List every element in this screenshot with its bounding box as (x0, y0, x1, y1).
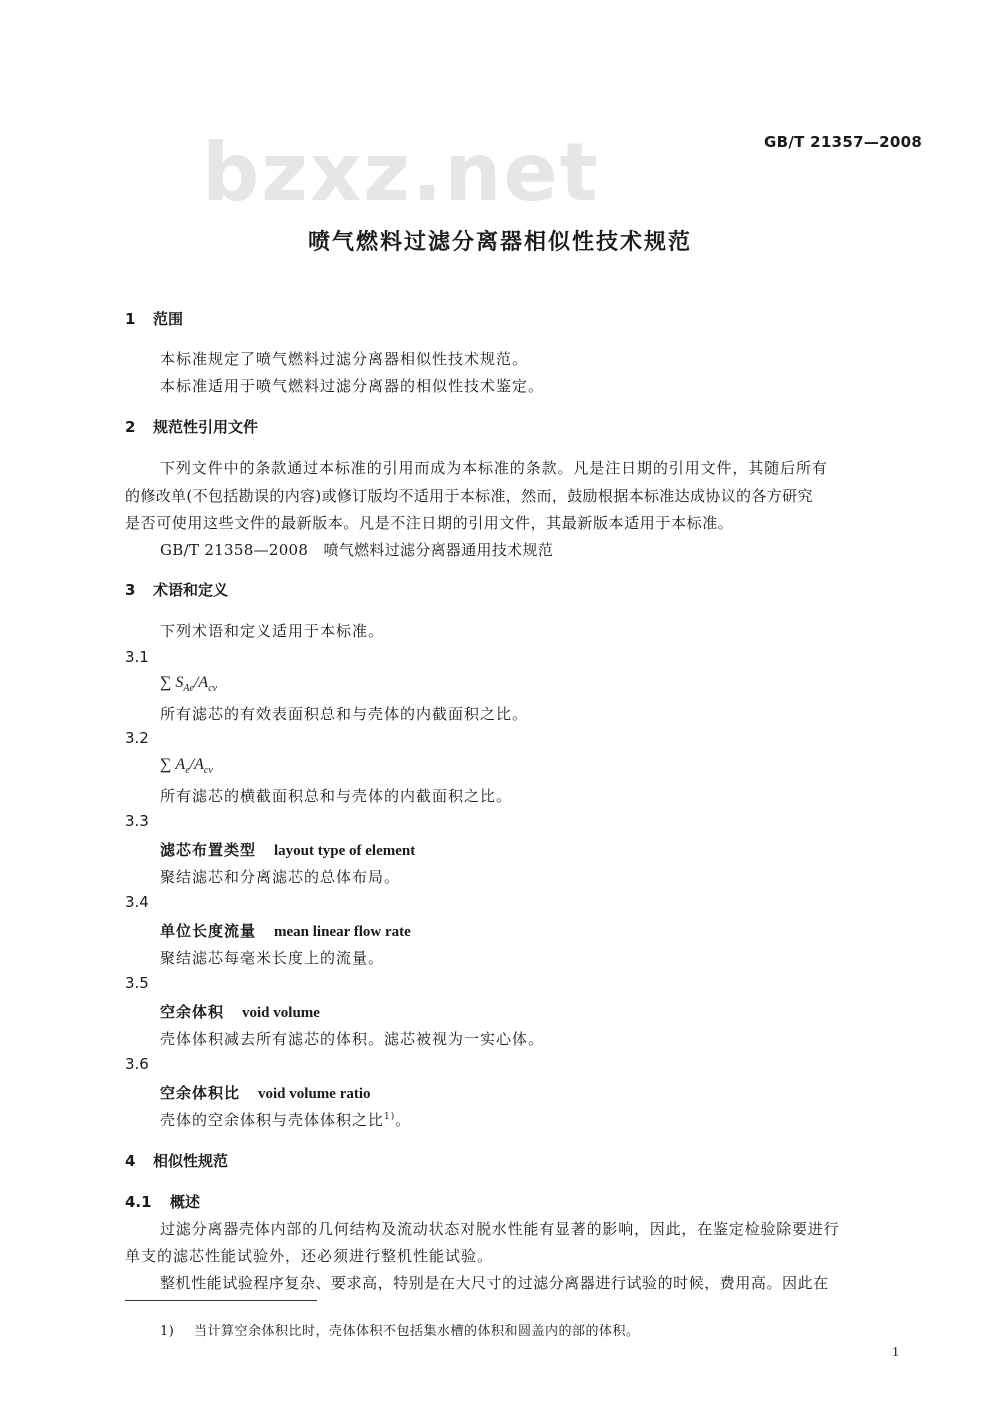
footnote-divider (125, 1300, 317, 1301)
term-definition: 聚结滤芯和分离滤芯的总体布局。 (160, 868, 401, 886)
paragraph-line: 单支的滤芯性能试验外，还必须进行整机性能试验。 (125, 1247, 494, 1265)
subsection-title: 概述 (170, 1193, 201, 1211)
paragraph-line: 的修改单(不包括勘误的内容)或修订版均不适用于本标准，然而，鼓励根据本标准达成协议的各方研究 (125, 487, 813, 505)
section-1-heading (125, 308, 183, 329)
section-3-heading (125, 579, 228, 600)
section-number: 2 (125, 418, 136, 436)
paragraph: 本标准适用于喷气燃料过滤分离器的相似性技术鉴定。 (160, 377, 545, 395)
section-4-heading (125, 1150, 228, 1171)
term-number: 3.5 (125, 974, 149, 992)
footnote-marker: 1) (384, 1112, 396, 1122)
footnote-number: 1) (160, 1324, 175, 1339)
term-number: 3.1 (125, 648, 149, 666)
sum-symbol: ∑ (160, 756, 172, 773)
watermark: bzxz.net (202, 126, 600, 219)
normative-reference: GB/T 21358—2008 喷气燃料过滤分离器通用技术规范 (160, 541, 554, 559)
section-title: 规范性引用文件 (153, 418, 259, 436)
section-title: 相似性规范 (153, 1152, 229, 1170)
paragraph-line: 下列文件中的条款通过本标准的引用而成为本标准的条款。凡是注日期的引用文件，其随后所有 (160, 459, 828, 477)
section-title: 术语和定义 (153, 581, 229, 599)
term-definition: 壳体体积减去所有滤芯的体积。滤芯被视为一实心体。 (160, 1030, 545, 1048)
section-2-heading (125, 416, 258, 437)
term-name: 空余体积 void volume (160, 1003, 320, 1021)
term-formula: ∑ $S_{Ae}/A_{cv}$ (160, 674, 218, 695)
paragraph: 下列术语和定义适用于本标准。 (160, 622, 385, 640)
section-number: 4 (125, 1152, 136, 1170)
paragraph-line: 整机性能试验程序复杂、要求高，特别是在大尺寸的过滤分离器进行试验的时候，费用高。因此在 (160, 1274, 829, 1292)
term-number: 3.3 (125, 812, 149, 830)
sum-symbol: ∑ (160, 674, 172, 691)
page-number: 1 (892, 1345, 899, 1360)
section-title: 范围 (153, 310, 184, 328)
paragraph: 本标准规定了喷气燃料过滤分离器相似性技术规范。 (160, 350, 529, 368)
term-name: 空余体积比 void volume ratio (160, 1084, 371, 1102)
term-name: 滤芯布置类型 layout type of element (160, 841, 416, 859)
paragraph-line: 过滤分离器壳体内部的几何结构及流动状态对脱水性能有显著的影响，因此，在鉴定检验除要进行 (160, 1220, 840, 1238)
section-number: 3 (125, 581, 136, 599)
paragraph-line: 是否可使用这些文件的最新版本。凡是不注日期的引用文件，其最新版本适用于本标准。 (125, 514, 734, 532)
document-title: 喷气燃料过滤分离器相似性技术规范 (307, 230, 692, 255)
footnote (160, 1320, 640, 1339)
subsection-4-1-heading (125, 1191, 200, 1212)
section-number: 1 (125, 310, 136, 328)
term-formula: ∑ $A_e/A_{cv}$ (160, 756, 213, 777)
term-name: 单位长度流量 mean linear flow rate (160, 922, 411, 940)
term-number: 3.6 (125, 1055, 149, 1073)
term-number: 3.4 (125, 893, 149, 911)
standard-number: GB/T 21357—2008 (764, 133, 923, 151)
term-definition: 所有滤芯的横截面积总和与壳体的内截面积之比。 (160, 787, 513, 805)
term-definition: 聚结滤芯每毫米长度上的流量。 (160, 949, 385, 967)
term-definition: 壳体的空余体积与壳体体积之比$^{1)}$。 (160, 1111, 412, 1129)
term-definition: 所有滤芯的有效表面积总和与壳体的内截面积之比。 (160, 705, 529, 723)
subsection-number: 4.1 (125, 1193, 152, 1211)
term-number: 3.2 (125, 729, 149, 747)
footnote-text: 当计算空余体积比时，壳体体积不包括集水槽的体积和圆盖内的部的体积。 (194, 1324, 640, 1339)
